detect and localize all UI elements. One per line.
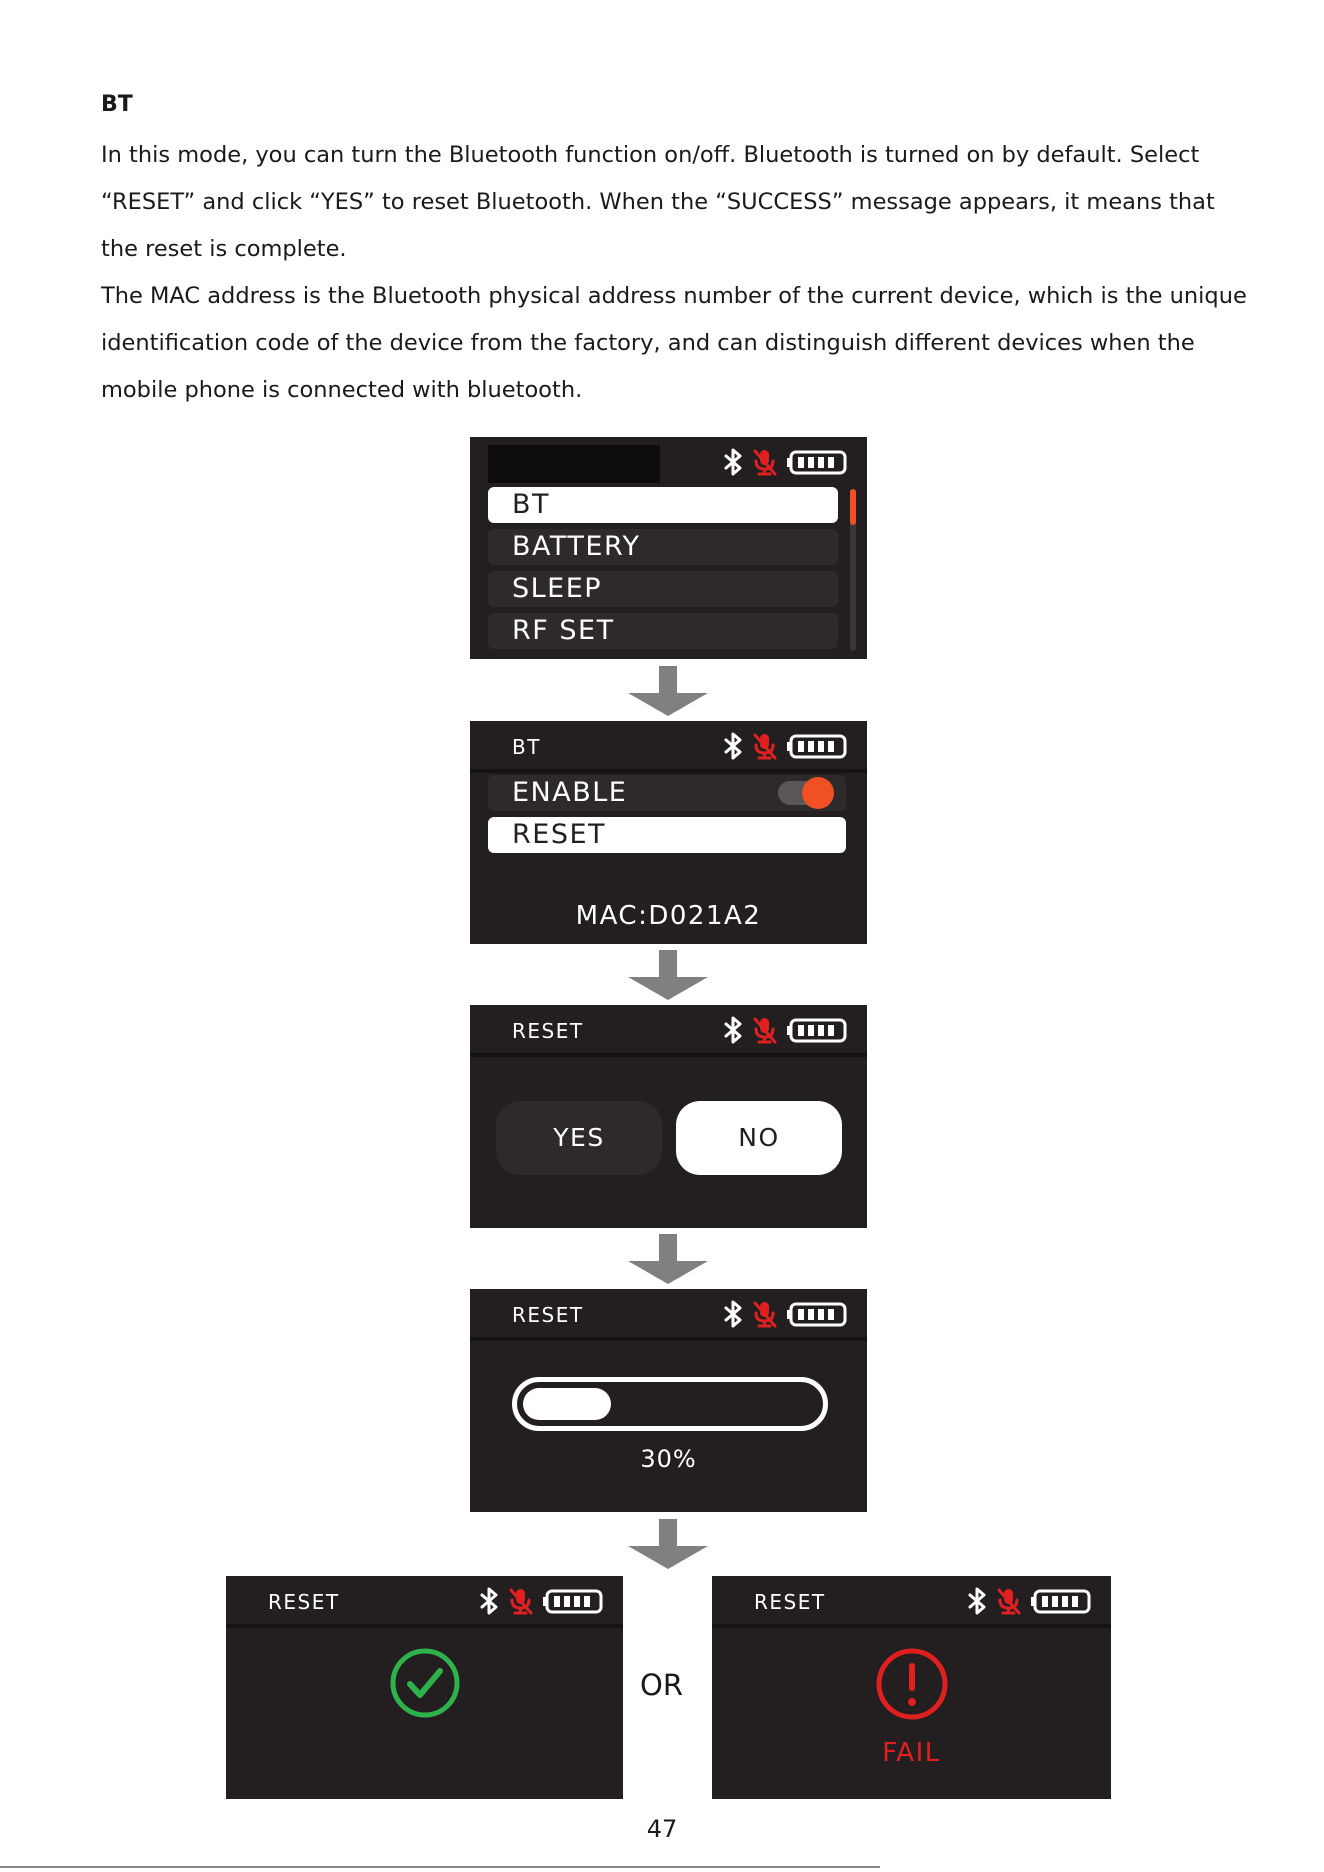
mic-muted-icon [755, 1302, 775, 1326]
mic-muted-icon [755, 734, 775, 758]
screen-title: RESET [268, 1590, 340, 1614]
reset-row[interactable] [488, 817, 846, 853]
enable-row[interactable] [488, 775, 846, 811]
bluetooth-icon [726, 450, 740, 474]
battery-icon [787, 736, 845, 757]
bluetooth-icon [726, 1018, 740, 1042]
paragraph-bt-mode: In this mode, you can turn the Bluetooth function on/off. Bluetooth is turned on by default. Select “RESET” and click “YES” to reset Bluetooth. When the “SUCCESS” message appears, it means that the reset is complete. [101, 142, 1215, 262]
arrow-down-icon [628, 950, 708, 1000]
paragraph-mac-address: The MAC address is the Bluetooth physical address number of the current device, which is the unique identification code of the device from the factory, and can distinguish different devices when the mobile phone is connected with bluetooth. [101, 283, 1247, 403]
mic-muted-icon [999, 1589, 1019, 1613]
battery-icon [787, 1304, 845, 1325]
yes-button[interactable]: YES [496, 1101, 662, 1175]
bluetooth-icon [726, 734, 740, 758]
battery-icon [543, 1591, 601, 1612]
status-icons [721, 447, 851, 477]
screen-reset-fail [712, 1576, 1111, 1799]
status-divider [226, 1624, 623, 1628]
status-divider [470, 769, 867, 773]
screen-bt [470, 721, 867, 944]
screen-reset-confirm [470, 1005, 867, 1228]
arrow-down-icon [628, 1234, 708, 1284]
status-bar [470, 437, 867, 485]
check-circle-icon [389, 1647, 461, 1719]
screen-title: RESET [512, 1019, 584, 1043]
progress-text: 30% [640, 1445, 697, 1473]
mac-address: MAC:D021A2 [575, 901, 762, 931]
menu-item-battery[interactable]: BATTERY [488, 529, 838, 565]
toggle-knob [802, 777, 834, 809]
status-icons [721, 1015, 851, 1045]
bluetooth-icon [970, 1589, 984, 1613]
bluetooth-icon [482, 1589, 496, 1613]
arrow-down-icon [628, 1519, 708, 1569]
battery-icon [787, 1020, 845, 1041]
scrollbar-thumb[interactable] [850, 489, 856, 525]
fail-label: FAIL [882, 1738, 941, 1768]
scrollbar[interactable] [850, 489, 856, 651]
section-heading: BT [101, 92, 133, 117]
status-icons [965, 1586, 1095, 1616]
screen-title: BT [512, 735, 541, 759]
enable-label: ENABLE [512, 777, 628, 808]
menu-item-bt[interactable]: BT [488, 487, 838, 523]
status-bar [470, 1289, 867, 1337]
mic-muted-icon [511, 1589, 531, 1613]
mic-muted-icon [755, 450, 775, 474]
status-bar [226, 1576, 623, 1624]
bluetooth-icon [726, 1302, 740, 1326]
no-button[interactable]: NO [676, 1101, 842, 1175]
status-icons [477, 1586, 607, 1616]
screen-reset-progress [470, 1289, 867, 1512]
mic-muted-icon [755, 1018, 775, 1042]
or-label: OR [640, 1668, 683, 1702]
status-bar [712, 1576, 1111, 1624]
enable-toggle[interactable] [778, 781, 832, 805]
menu-item-rf-set[interactable]: RF SET [488, 613, 838, 649]
status-icons [721, 731, 851, 761]
screen-reset-success [226, 1576, 623, 1799]
status-divider [712, 1624, 1111, 1628]
battery-icon [1031, 1591, 1089, 1612]
screen-menu [470, 437, 867, 659]
arrow-down-icon [628, 666, 708, 716]
footer-rule [0, 1866, 880, 1868]
status-divider [470, 1053, 867, 1057]
status-icons [721, 1299, 851, 1329]
screen-title: RESET [512, 1303, 584, 1327]
menu-item-sleep[interactable]: SLEEP [488, 571, 838, 607]
battery-icon [787, 452, 845, 473]
status-bar [470, 1005, 867, 1053]
status-bar [470, 721, 867, 769]
reset-label: RESET [512, 819, 607, 850]
status-divider [470, 1337, 867, 1341]
progress-bar [512, 1377, 828, 1431]
screen-title: RESET [754, 1590, 826, 1614]
progress-fill [523, 1388, 611, 1420]
page-number: 47 [646, 1815, 678, 1843]
exclamation-circle-icon [875, 1647, 949, 1721]
